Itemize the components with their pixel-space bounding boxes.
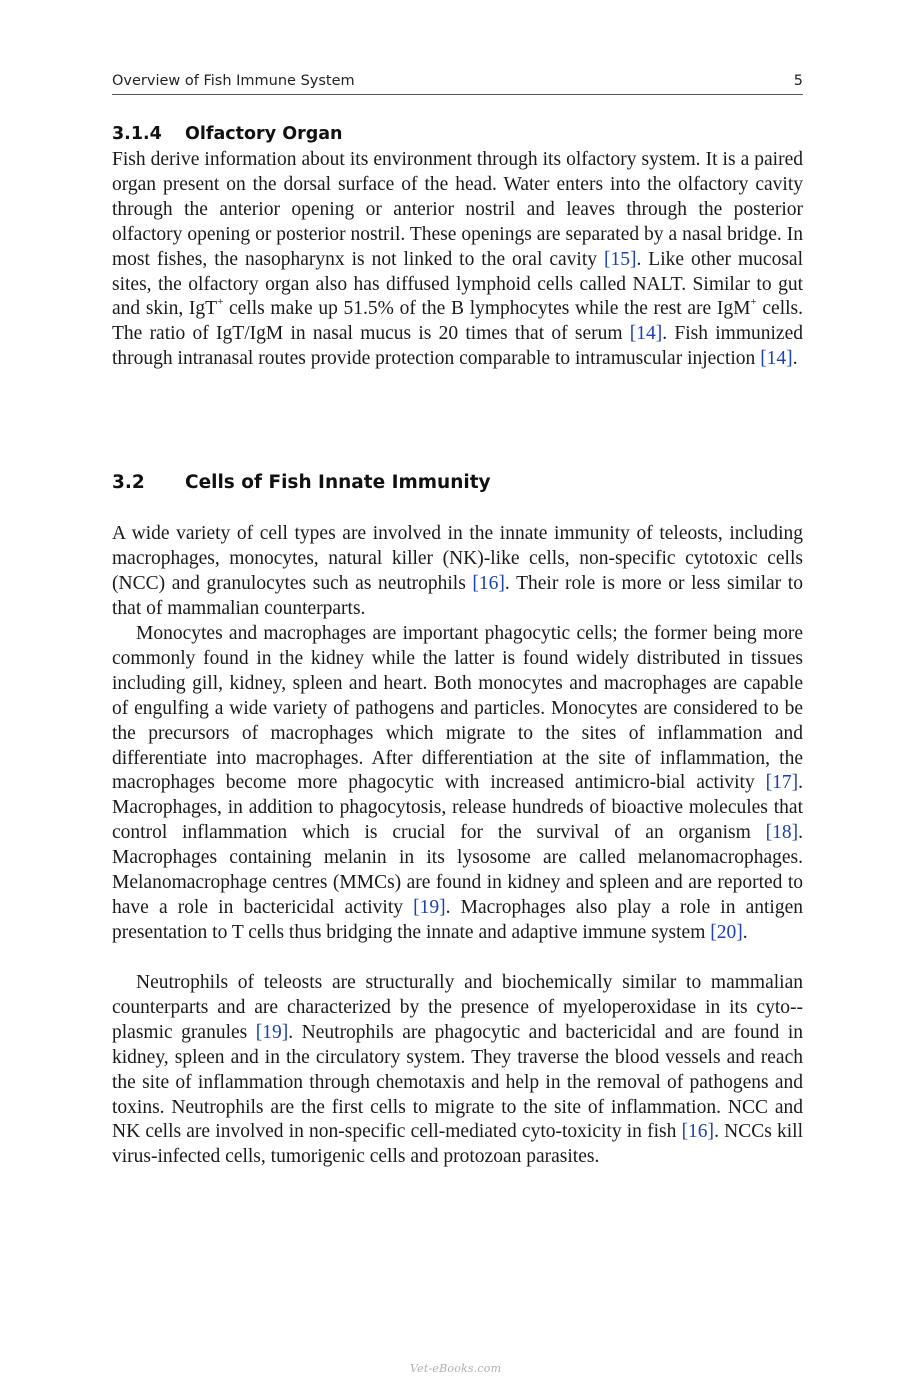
paragraph-macrophages [112, 622, 803, 946]
paragraph-olfactory [112, 148, 803, 372]
watermark-logo [410, 1362, 506, 1380]
citation-link[interactable]: [17] [765, 772, 799, 794]
text-run: . Their role is more or less similar to that of mammalian counterparts. [112, 572, 803, 619]
superscript: + [217, 295, 224, 308]
citation-link[interactable]: [16] [681, 1121, 715, 1143]
citation-link[interactable]: [19] [413, 896, 446, 918]
text-run: Neutrophils of teleosts are structurally and biochemically similar to mammalian counterparts and are characterized by the presence of myeloperoxidase in its cyto-plasmic granules [112, 972, 803, 1043]
page-number: 5 [793, 73, 803, 89]
superscript: + [750, 295, 757, 308]
citation-link[interactable]: [18] [765, 822, 799, 844]
section-number: 3.2 [112, 472, 145, 493]
text-run: Monocytes and macrophages are important phagocytic cells; the former being more commonly found in the kidney while the latter is found widely distributed in tissues including gill, kidney, spleen and heart. Both monocytes and macrophages are capable of engulfing a wide variety of pathogens and particles. Monocytes are considered to be the precursors of macrophages which migrate to the sites of inflammation and differentiate into macrophages. After differentiation at the site of inflammation, the macrophages become more phagocytic with increased antimicro-bial activity [112, 623, 803, 794]
text-run: . Fish immunized through intranasal routes provide protection comparable to intramuscular injection [112, 323, 803, 370]
watermark-text: Vet-eBooks.com [410, 1362, 502, 1375]
paragraph-neutrophils [112, 971, 803, 1170]
citation-link[interactable]: [14] [760, 348, 793, 370]
section-heading-innate-immunity [112, 472, 803, 493]
text-run: cells make up 51.5% of the B lymphocytes while the rest are IgM [223, 298, 751, 320]
text-run: Fish derive information about its environment through its olfactory system. It is a paired organ present on the dorsal surface of the head. Water enters into the olfactory cavity through the anterior opening or anterior nostril and leaves through the posterior olfactory opening or posterior nostril. These openings are separated by a nasal bridge. In most fishes, the nasopharynx is not linked to the oral cavity [112, 149, 803, 270]
subsection-title: Olfactory Organ [185, 124, 343, 144]
text-run: A wide variety of cell types are involved in the innate immunity of teleosts, including macrophages, monocytes, natural killer (NK)-like cells, non-specific cytotoxic cells (NCC) and granulocytes such as neutrophils [112, 523, 803, 594]
text-run: . Macrophages containing melanin in its lysosome are called melanomacrophages. Melanomacrophage centres (MMCs) are found in kidney and spleen and are reported to have a role in bactericidal activity [112, 822, 803, 918]
text-run: . [742, 921, 748, 943]
text-run: . [792, 348, 798, 370]
citation-link[interactable]: [14] [629, 323, 663, 345]
running-title: Overview of Fish Immune System [112, 73, 355, 89]
subsection-heading-olfactory-organ [112, 124, 803, 144]
subsection-number: 3.1.4 [112, 124, 162, 144]
text-run: cells. The ratio of IgT/IgM in nasal mucus is 20 times that of serum [112, 298, 803, 345]
citation-link[interactable]: [16] [472, 572, 505, 594]
text-run: . Like other mucosal sites, the olfactory organ also has diffused lymphoid cells called NALT. Similar to gut and skin, IgT [112, 248, 803, 320]
running-header [112, 72, 803, 95]
text-run: . Neutrophils are phagocytic and bactericidal and are found in kidney, spleen and in the circulatory system. They traverse the blood vessels and reach the site of inflammation through chemotaxis and help in the removal of pathogens and toxins. Neutrophils are the first cells to migrate to the site of inflammation. NCC and NK cells are involved in non-specific cell-mediated cyto-toxicity in fish [112, 1021, 803, 1143]
text-run: . Macrophages, in addition to phagocytosis, release hundreds of bioactive molecules that control inflammation which is crucial for the survival of an organism [112, 772, 803, 844]
paragraph-cell-types [112, 522, 803, 622]
citation-link[interactable]: [15] [603, 248, 637, 270]
text-run: . NCCs kill virus-infected cells, tumorigenic cells and protozoan parasites. [112, 1121, 804, 1168]
citation-link[interactable]: [19] [255, 1021, 289, 1043]
text-run: . Macrophages also play a role in antigen presentation to T cells thus bridging the innate and adaptive immune system [112, 896, 803, 943]
section-title: Cells of Fish Innate Immunity [185, 472, 491, 493]
citation-link[interactable]: [20] [710, 921, 743, 943]
